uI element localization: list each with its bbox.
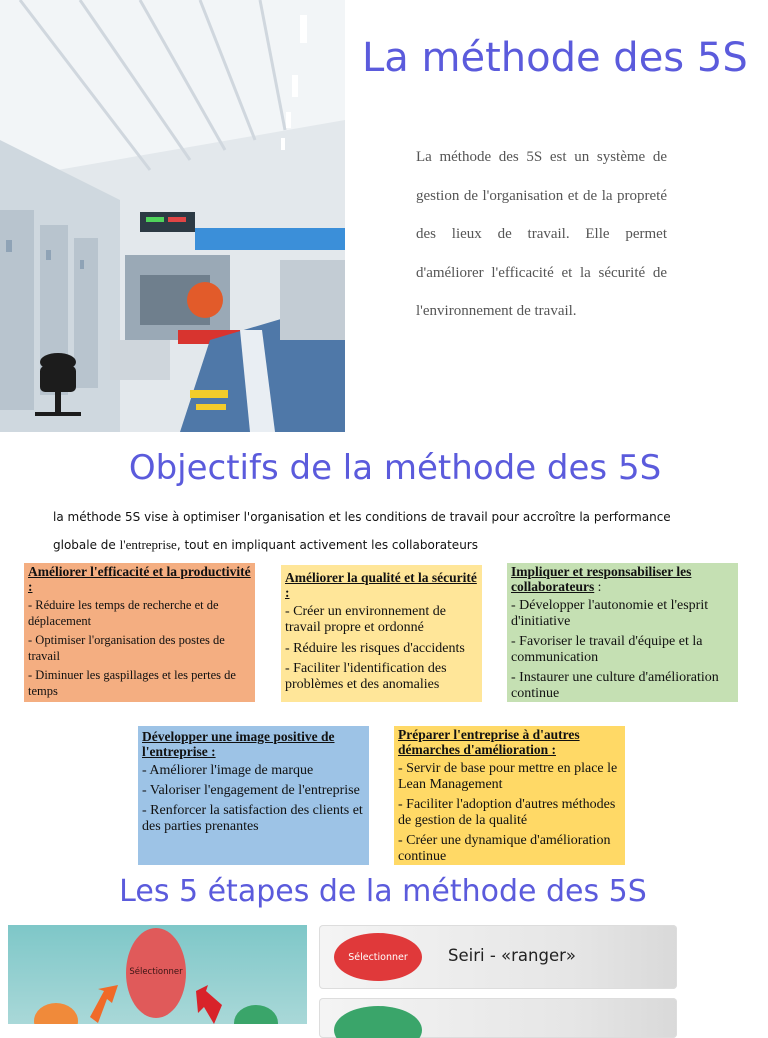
steps-title: Les 5 étapes de la méthode des 5S — [119, 874, 647, 909]
objective-item: - Développer l'autonomie et l'esprit d'initiative — [511, 598, 709, 629]
steps-diagram — [8, 925, 307, 1024]
objective-heading: Développer une image positive de l'entreprise : — [142, 729, 335, 759]
lead-text-entreprise: l'entreprise — [119, 537, 177, 552]
objective-item: - Valoriser l'engagement de l'entreprise — [142, 783, 360, 798]
objective-item: - Créer un environnement de travail propre et ordonné — [285, 604, 446, 635]
objective-item: - Instaurer une culture d'amélioration continue — [511, 670, 719, 701]
objective-item: - Faciliter l'identification des problèmes et des anomalies — [285, 661, 447, 692]
objective-heading: Améliorer l'efficacité et la productivité : — [28, 564, 251, 594]
objective-heading — [511, 564, 734, 594]
objective-heading: Améliorer la qualité et la sécurité : — [285, 570, 477, 600]
objective-heading-text: Impliquer et responsabiliser les collaborateurs — [511, 564, 692, 594]
page-title: La méthode des 5S — [362, 35, 748, 81]
factory-illustration — [0, 0, 345, 432]
step-pill-green — [334, 1006, 422, 1038]
objective-item: - Favoriser le travail d'équipe et la communication — [511, 634, 703, 665]
objective-box-collaborateurs — [507, 563, 738, 702]
objectives-lead-line1: la méthode 5S vise à optimiser l'organisation et les conditions de travail pour accroître la performance — [53, 510, 671, 524]
objectives-lead-line2 — [53, 537, 478, 553]
objective-item: - Faciliter l'adoption d'autres méthodes de gestion de la qualité — [398, 797, 616, 828]
objective-box-image — [138, 726, 369, 865]
objective-box-qualite — [281, 565, 482, 702]
lead-text-pre: globale de — [53, 538, 120, 552]
objective-item: - Améliorer l'image de marque — [142, 763, 314, 778]
objective-heading: Préparer l'entreprise à d'autres démarches d'amélioration : — [398, 727, 580, 757]
step-card-text: Seiri - «ranger» — [448, 946, 576, 965]
objective-box-demarches — [394, 726, 625, 865]
objective-item: - Créer une dynamique d'amélioration continue — [398, 833, 611, 864]
objective-item: - Renforcer la satisfaction des clients et des parties prenantes — [142, 803, 363, 834]
step-card-seiri — [319, 925, 677, 989]
step-card-second — [319, 998, 677, 1038]
lead-text-post: , tout en impliquant activement les collaborateurs — [176, 538, 478, 552]
intro-paragraph: La méthode des 5S est un système de gestion de l'organisation et de la propreté des lieux de travail. Elle permet d'améliorer l'efficacité et la sécurité de l'environnement de travail. — [416, 149, 667, 319]
step-pill: Sélectionner — [334, 933, 422, 981]
objective-item: - Réduire les risques d'accidents — [285, 640, 465, 656]
objective-heading-suffix: : — [594, 579, 602, 594]
objective-item: - Réduire les temps de recherche et de déplacement — [28, 598, 219, 628]
objective-box-efficacite — [24, 563, 255, 702]
objective-item: - Servir de base pour mettre en place le Lean Management — [398, 761, 618, 792]
factory-photo — [0, 0, 345, 432]
objectives-title: Objectifs de la méthode des 5S — [128, 448, 662, 488]
objective-item: - Optimiser l'organisation des postes de travail — [28, 633, 225, 663]
diagram-label-selectionner: Sélectionner — [129, 967, 183, 977]
objective-item: - Diminuer les gaspillages et les pertes de temps — [28, 668, 236, 698]
